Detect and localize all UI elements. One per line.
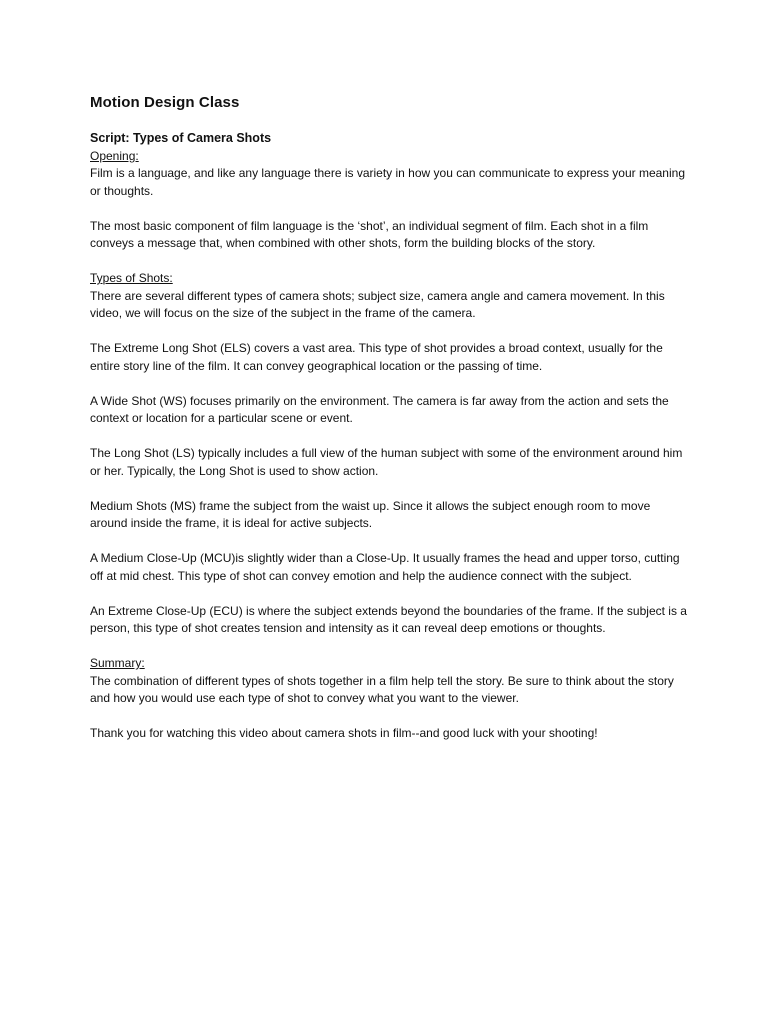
paragraph: Thank you for watching this video about camera shots in film--and good luck with your shooting! [90, 726, 598, 740]
paragraph: A Wide Shot (WS) focuses primarily on the environment. The camera is far away from the action and sets the context or location for a particular scene or event. [90, 393, 669, 425]
paragraph: The Extreme Long Shot (ELS) covers a vast area. This type of shot provides a broad context, usually for the entire story line of the film. It can convey geographical location or the passing of time. [90, 341, 663, 373]
paragraph: An Extreme Close-Up (ECU) is where the subject extends beyond the boundaries of the frame. If the subject is a person, this type of shot creates tension and intensity as it can reveal deep emotions or thoughts. [90, 603, 687, 635]
document-page [90, 93, 690, 760]
section-types-of-shots [90, 270, 690, 638]
section-opening [90, 148, 690, 253]
paragraph: The most basic component of film language is the ‘shot’, an individual segment of film. Each shot in a film conveys a message that, when combined with other shots, form the building blocks of the story. [90, 218, 649, 250]
script-title: Script: Types of Camera Shots [90, 131, 272, 145]
paragraph: Medium Shots (MS) frame the subject from the waist up. Since it allows the subject enough room to move around inside the frame, it is ideal for active subjects. [90, 498, 651, 530]
paragraph: Film is a language, and like any language there is variety in how you can communicate to express your meaning or thoughts. [90, 166, 685, 198]
paragraph: A Medium Close-Up (MCU)is slightly wider than a Close-Up. It usually frames the head and upper torso, cutting off at mid chest. This type of shot can convey emotion and help the audience connect with the subject. [90, 551, 680, 583]
section-summary [90, 655, 690, 743]
section-heading-opening: Opening: [90, 148, 139, 163]
paragraph: The Long Shot (LS) typically includes a full view of the human subject with some of the environment around him or her. Typically, the Long Shot is used to show action. [90, 446, 683, 478]
section-heading-summary: Summary: [90, 656, 145, 670]
paragraph: The combination of different types of shots together in a film help tell the story. Be sure to think about the story and how you would use each type of shot to convey what you want to the viewer. [90, 673, 674, 705]
section-heading-types-of-shots: Types of Shots: [90, 271, 173, 285]
paragraph: There are several different types of camera shots; subject size, camera angle and camera movement. In this video, we will focus on the size of the subject in the frame of the camera. [90, 288, 665, 320]
document-title: Motion Design Class [90, 94, 240, 111]
